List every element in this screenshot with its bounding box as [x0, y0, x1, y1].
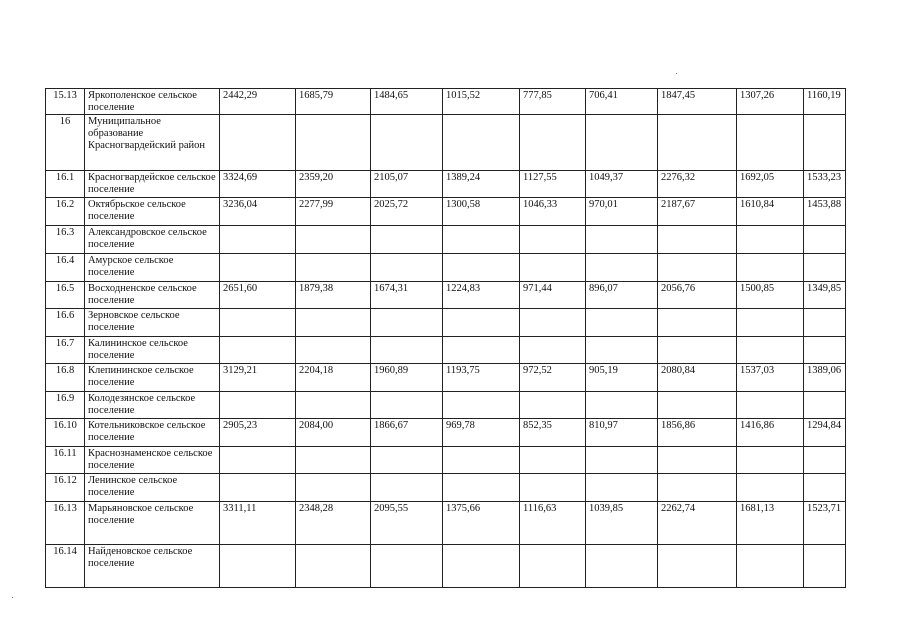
value-cell: [296, 392, 371, 419]
value-cell: 1294,84: [804, 419, 846, 447]
value-cell: [737, 545, 804, 588]
value-cell: [658, 115, 737, 171]
value-cell: 1224,83: [443, 282, 520, 309]
table-row: [46, 392, 846, 419]
value-cell: 1960,89: [371, 364, 443, 392]
value-cell: [804, 115, 846, 171]
value-cell: 3324,69: [220, 171, 296, 198]
table-row: [46, 364, 846, 392]
value-cell: 1389,06: [804, 364, 846, 392]
row-number: 16.1: [46, 171, 85, 198]
value-cell: [371, 115, 443, 171]
settlement-name: Восходненское сельское поселение: [85, 282, 220, 309]
value-cell: [520, 337, 586, 364]
value-cell: [220, 309, 296, 337]
table-row: [46, 89, 846, 115]
value-cell: [296, 447, 371, 474]
value-cell: 1015,52: [443, 89, 520, 115]
row-number: 16.9: [46, 392, 85, 419]
value-cell: [804, 474, 846, 502]
value-cell: 1039,85: [586, 502, 658, 545]
value-cell: [443, 309, 520, 337]
value-cell: 1484,65: [371, 89, 443, 115]
settlement-name: Октябрьское сельское поселение: [85, 198, 220, 226]
value-cell: [804, 254, 846, 282]
settlement-name: Калининское сельское поселение: [85, 337, 220, 364]
table-row: [46, 226, 846, 254]
tariff-table: [45, 88, 846, 588]
table-row: [46, 337, 846, 364]
value-cell: [443, 392, 520, 419]
value-cell: [737, 115, 804, 171]
value-cell: 1389,24: [443, 171, 520, 198]
table-row: [46, 198, 846, 226]
value-cell: 2262,74: [658, 502, 737, 545]
value-cell: 1856,86: [658, 419, 737, 447]
value-cell: [296, 115, 371, 171]
value-cell: [520, 392, 586, 419]
scan-speck: [12, 597, 13, 598]
value-cell: [296, 474, 371, 502]
value-cell: [371, 309, 443, 337]
settlement-name: Зерновское сельское поселение: [85, 309, 220, 337]
value-cell: [658, 254, 737, 282]
settlement-name: Амурское сельское поселение: [85, 254, 220, 282]
value-cell: [658, 447, 737, 474]
table-row: [46, 545, 846, 588]
value-cell: 1681,13: [737, 502, 804, 545]
value-cell: [804, 337, 846, 364]
row-number: 16.4: [46, 254, 85, 282]
value-cell: [220, 337, 296, 364]
value-cell: 1193,75: [443, 364, 520, 392]
value-cell: 969,78: [443, 419, 520, 447]
value-cell: [520, 226, 586, 254]
value-cell: [443, 337, 520, 364]
table-row: [46, 474, 846, 502]
value-cell: [371, 392, 443, 419]
settlement-name: Красногвардейское сельское поселение: [85, 171, 220, 198]
row-number: 16: [46, 115, 85, 171]
value-cell: 2080,84: [658, 364, 737, 392]
row-number: 16.12: [46, 474, 85, 502]
value-cell: 1674,31: [371, 282, 443, 309]
value-cell: 2204,18: [296, 364, 371, 392]
table-row: [46, 447, 846, 474]
value-cell: [586, 115, 658, 171]
value-cell: [220, 474, 296, 502]
table-row: [46, 282, 846, 309]
value-cell: [443, 447, 520, 474]
value-cell: [296, 545, 371, 588]
value-cell: 2105,07: [371, 171, 443, 198]
value-cell: 1453,88: [804, 198, 846, 226]
value-cell: [443, 545, 520, 588]
value-cell: 1046,33: [520, 198, 586, 226]
row-number: 16.14: [46, 545, 85, 588]
value-cell: 1375,66: [443, 502, 520, 545]
value-cell: 905,19: [586, 364, 658, 392]
value-cell: 1866,67: [371, 419, 443, 447]
settlement-name: Клепининское сельское поселение: [85, 364, 220, 392]
value-cell: [658, 545, 737, 588]
value-cell: 1537,03: [737, 364, 804, 392]
value-cell: 3236,04: [220, 198, 296, 226]
value-cell: [586, 474, 658, 502]
value-cell: 1500,85: [737, 282, 804, 309]
value-cell: [737, 474, 804, 502]
value-cell: [443, 226, 520, 254]
value-cell: 1416,86: [737, 419, 804, 447]
value-cell: [737, 447, 804, 474]
value-cell: 2277,99: [296, 198, 371, 226]
value-cell: [586, 226, 658, 254]
settlement-name: Краснознаменское сельское поселение: [85, 447, 220, 474]
value-cell: [371, 254, 443, 282]
value-cell: 1533,23: [804, 171, 846, 198]
value-cell: 3129,21: [220, 364, 296, 392]
table-row: [46, 115, 846, 171]
value-cell: [520, 447, 586, 474]
value-cell: [804, 226, 846, 254]
row-number: 16.10: [46, 419, 85, 447]
value-cell: [371, 474, 443, 502]
value-cell: 810,97: [586, 419, 658, 447]
value-cell: [658, 474, 737, 502]
settlement-name: Колодезянское сельское поселение: [85, 392, 220, 419]
value-cell: [220, 254, 296, 282]
row-number: 16.7: [46, 337, 85, 364]
row-number: 16.11: [46, 447, 85, 474]
value-cell: [737, 226, 804, 254]
table-row: [46, 419, 846, 447]
value-cell: 972,52: [520, 364, 586, 392]
value-cell: 852,35: [520, 419, 586, 447]
value-cell: [737, 337, 804, 364]
value-cell: 2056,76: [658, 282, 737, 309]
value-cell: [804, 309, 846, 337]
value-cell: 1879,38: [296, 282, 371, 309]
value-cell: [520, 474, 586, 502]
value-cell: 1307,26: [737, 89, 804, 115]
row-number: 16.13: [46, 502, 85, 545]
value-cell: [586, 309, 658, 337]
value-cell: [586, 447, 658, 474]
value-cell: 1692,05: [737, 171, 804, 198]
value-cell: [658, 392, 737, 419]
value-cell: 1049,37: [586, 171, 658, 198]
value-cell: [296, 226, 371, 254]
value-cell: [586, 545, 658, 588]
value-cell: [371, 447, 443, 474]
value-cell: [658, 226, 737, 254]
value-cell: 1349,85: [804, 282, 846, 309]
value-cell: [520, 254, 586, 282]
value-cell: 2187,67: [658, 198, 737, 226]
value-cell: [737, 309, 804, 337]
settlement-name: Найденовское сельское поселение: [85, 545, 220, 588]
value-cell: 777,85: [520, 89, 586, 115]
settlement-name: Александровское сельское поселение: [85, 226, 220, 254]
value-cell: 1127,55: [520, 171, 586, 198]
value-cell: [220, 115, 296, 171]
value-cell: [804, 447, 846, 474]
row-number: 16.8: [46, 364, 85, 392]
value-cell: [586, 392, 658, 419]
value-cell: 2276,32: [658, 171, 737, 198]
settlement-name: Ленинское сельское поселение: [85, 474, 220, 502]
table-row: [46, 309, 846, 337]
value-cell: [658, 337, 737, 364]
row-number: 15.13: [46, 89, 85, 115]
value-cell: 2025,72: [371, 198, 443, 226]
value-cell: [296, 254, 371, 282]
value-cell: 2084,00: [296, 419, 371, 447]
value-cell: 2095,55: [371, 502, 443, 545]
value-cell: 1685,79: [296, 89, 371, 115]
settlement-name: Яркополенское сельское поселение: [85, 89, 220, 115]
value-cell: 1523,71: [804, 502, 846, 545]
value-cell: 970,01: [586, 198, 658, 226]
value-cell: 896,07: [586, 282, 658, 309]
value-cell: [443, 474, 520, 502]
value-cell: 2442,29: [220, 89, 296, 115]
value-cell: 971,44: [520, 282, 586, 309]
value-cell: 1160,19: [804, 89, 846, 115]
table-row: [46, 171, 846, 198]
value-cell: [296, 309, 371, 337]
value-cell: [220, 545, 296, 588]
value-cell: 706,41: [586, 89, 658, 115]
value-cell: 2348,28: [296, 502, 371, 545]
value-cell: [737, 254, 804, 282]
row-number: 16.2: [46, 198, 85, 226]
value-cell: [804, 392, 846, 419]
value-cell: [520, 115, 586, 171]
value-cell: [443, 254, 520, 282]
value-cell: [371, 545, 443, 588]
settlement-name: Марьяновское сельское поселение: [85, 502, 220, 545]
value-cell: [296, 337, 371, 364]
value-cell: 1300,58: [443, 198, 520, 226]
value-cell: [371, 226, 443, 254]
value-cell: [520, 545, 586, 588]
value-cell: [220, 226, 296, 254]
value-cell: [220, 392, 296, 419]
settlement-name: Котельниковское сельское поселение: [85, 419, 220, 447]
value-cell: 1116,63: [520, 502, 586, 545]
value-cell: 2905,23: [220, 419, 296, 447]
scan-speck: [676, 73, 677, 74]
value-cell: 3311,11: [220, 502, 296, 545]
value-cell: 1847,45: [658, 89, 737, 115]
value-cell: 2359,20: [296, 171, 371, 198]
value-cell: [658, 309, 737, 337]
value-cell: [586, 337, 658, 364]
value-cell: [804, 545, 846, 588]
value-cell: [443, 115, 520, 171]
table-body: [46, 89, 846, 588]
value-cell: [586, 254, 658, 282]
value-cell: [737, 392, 804, 419]
row-number: 16.3: [46, 226, 85, 254]
table-row: [46, 254, 846, 282]
value-cell: [220, 447, 296, 474]
row-number: 16.6: [46, 309, 85, 337]
value-cell: 2651,60: [220, 282, 296, 309]
table-row: [46, 502, 846, 545]
settlement-name: Муниципальное образование Красногвардейский район: [85, 115, 220, 171]
value-cell: [520, 309, 586, 337]
value-cell: 1610,84: [737, 198, 804, 226]
value-cell: [371, 337, 443, 364]
row-number: 16.5: [46, 282, 85, 309]
